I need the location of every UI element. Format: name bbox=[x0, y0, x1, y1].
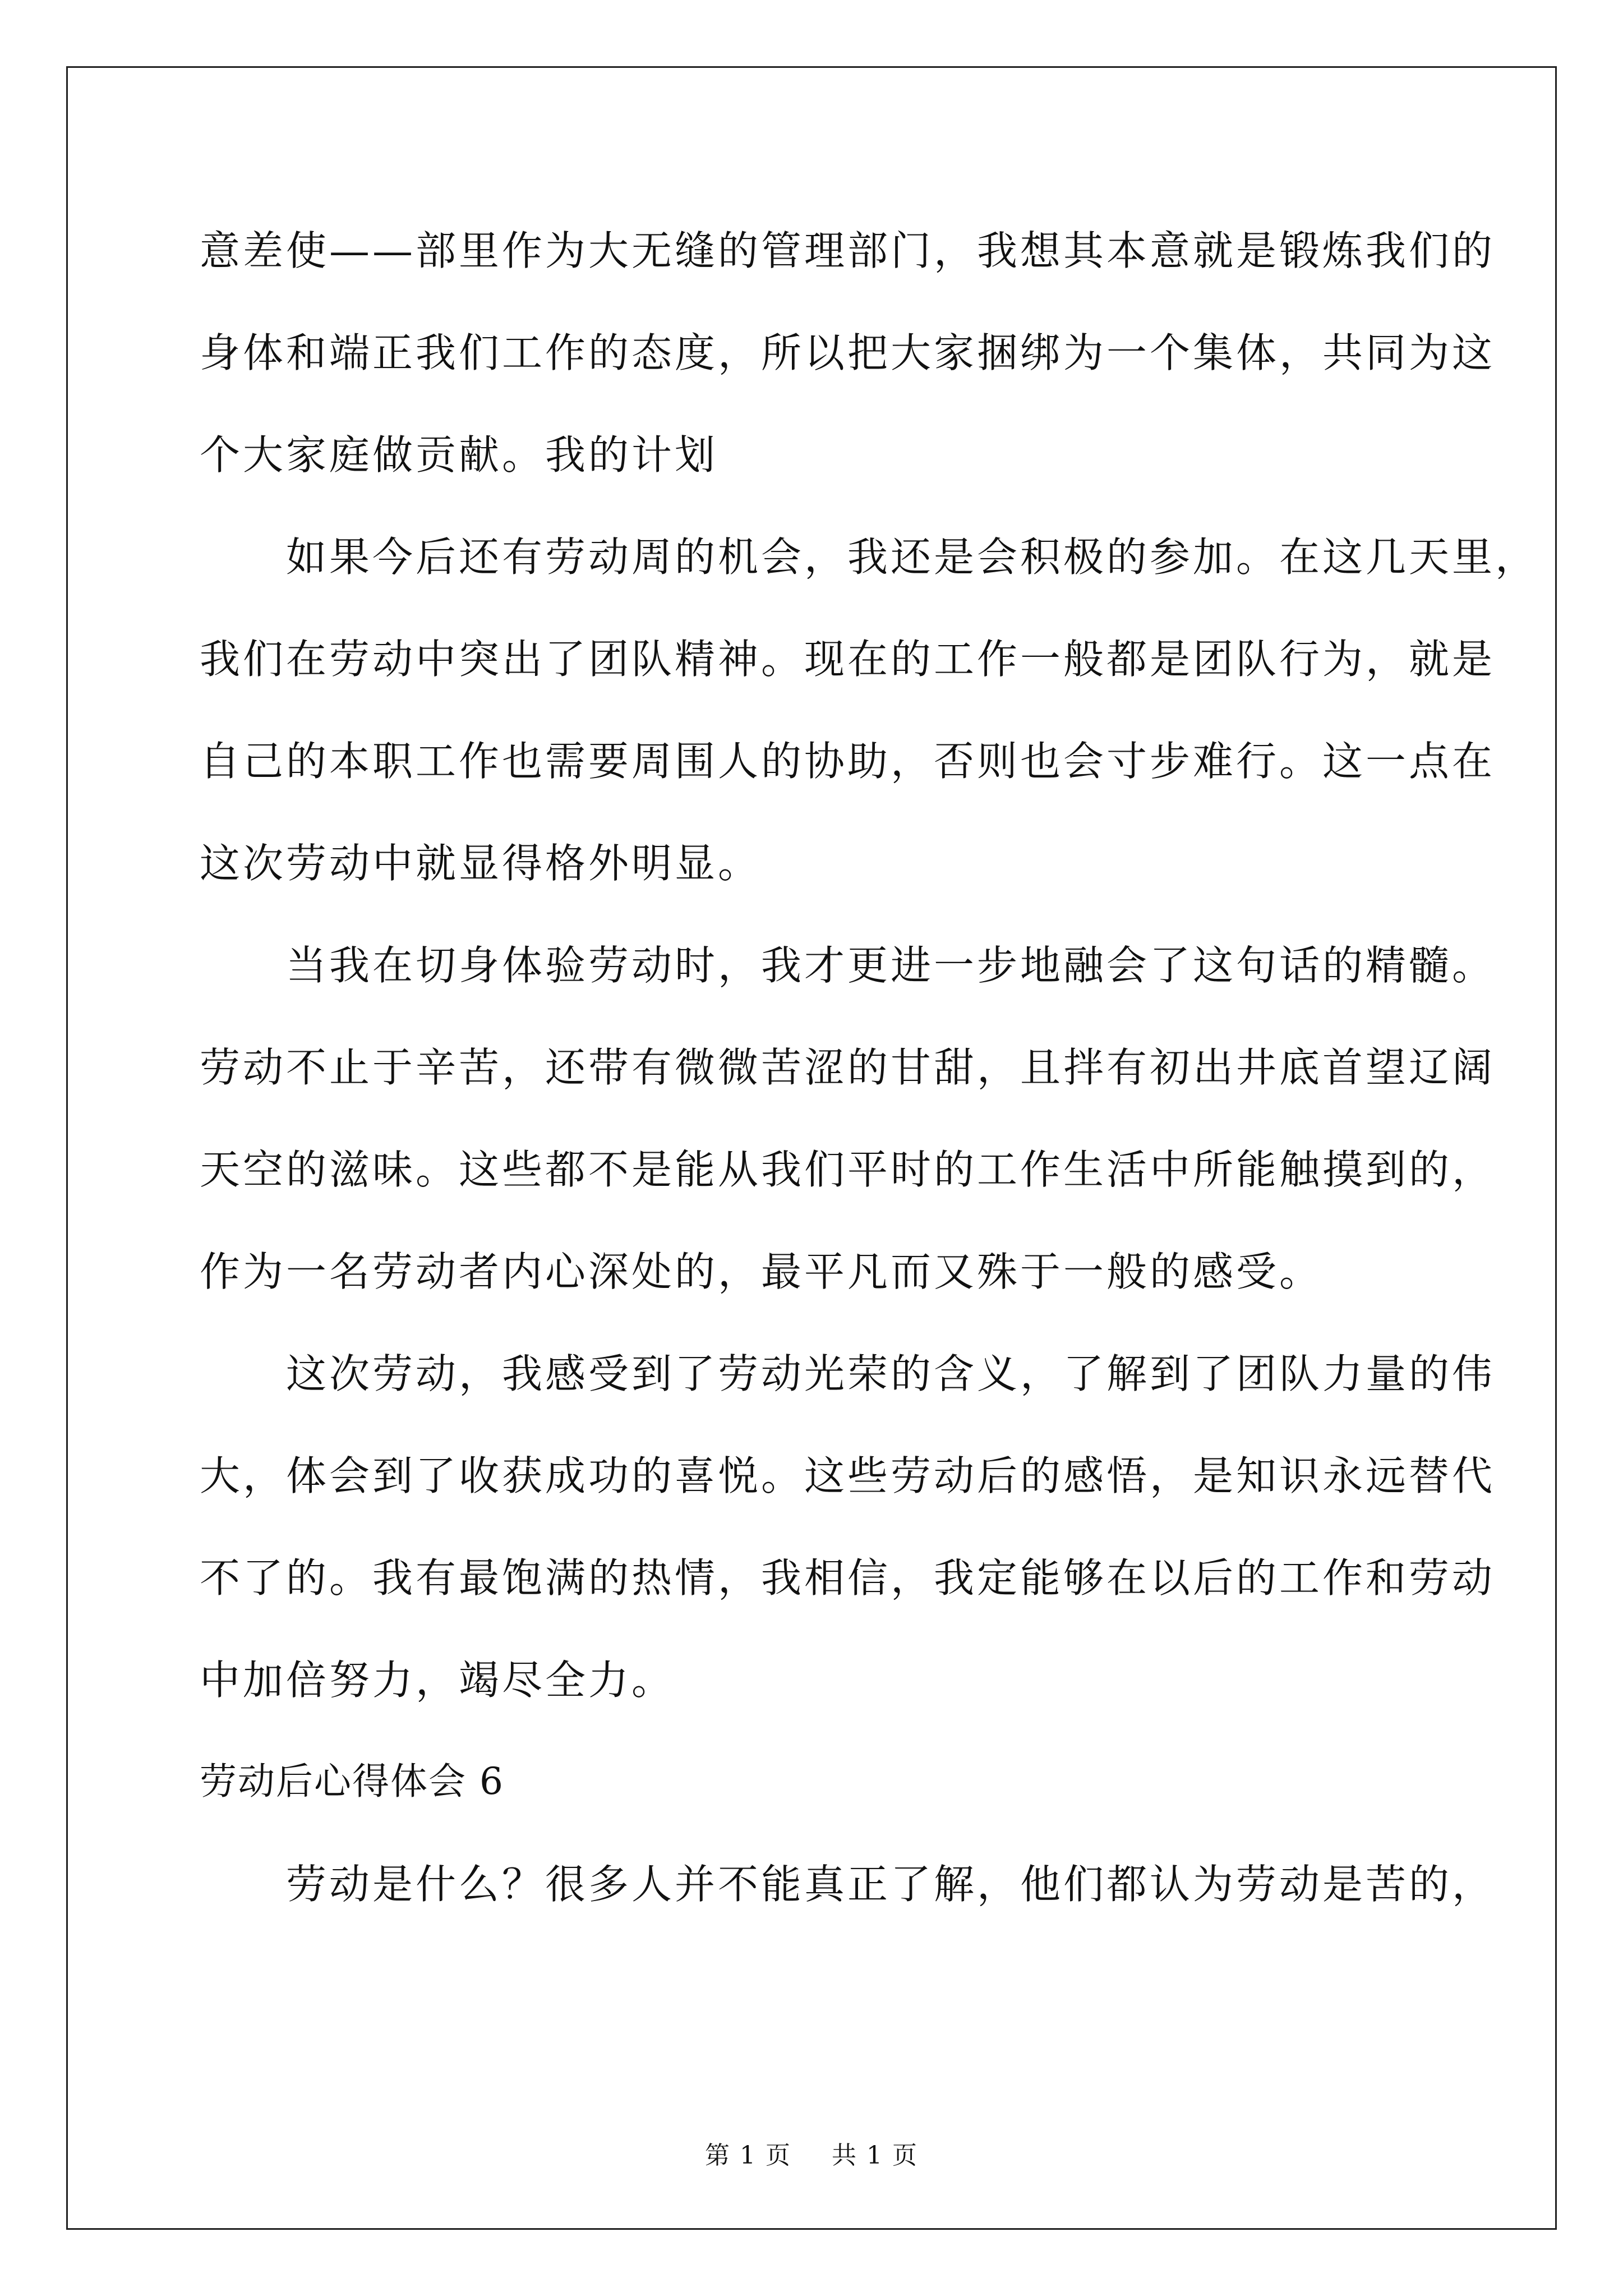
page-footer bbox=[0, 2135, 1623, 2171]
paragraph-line: 劳动是什么？很多人并不能真正了解，他们都认为劳动是苦的， bbox=[200, 1861, 1496, 1908]
page-total: 共 1 页 bbox=[832, 2141, 918, 2170]
paragraph-line: 我们在劳动中突出了团队精神。现在的工作一般都是团队行为，就是 bbox=[200, 636, 1496, 683]
paragraph-line: 不了的。我有最饱满的热情，我相信，我定能够在以后的工作和劳动 bbox=[200, 1554, 1496, 1602]
paragraph-line: 如果今后还有劳动周的机会，我还是会积极的参加。在这几天里， bbox=[200, 533, 1539, 581]
paragraph-line: 意差使——部里作为大无缝的管理部门，我想其本意就是锻炼我们的 bbox=[200, 227, 1496, 274]
paragraph-line: 个大家庭做贡献。我的计划 bbox=[200, 431, 718, 478]
section-heading: 劳动后心得体会 6 bbox=[200, 1760, 504, 1803]
paragraph-line: 自己的本职工作也需要周围人的协助，否则也会寸步难行。这一点在 bbox=[200, 738, 1496, 785]
paragraph-line: 这次劳动中就显得格外明显。 bbox=[200, 840, 762, 887]
paragraph-line: 大，体会到了收获成功的喜悦。这些劳动后的感悟，是知识永远替代 bbox=[200, 1452, 1496, 1499]
page-number: 第 1 页 bbox=[705, 2141, 791, 2170]
paragraph-line: 这次劳动，我感受到了劳动光荣的含义，了解到了团队力量的伟 bbox=[200, 1350, 1496, 1397]
paragraph-line: 天空的滋味。这些都不是能从我们平时的工作生活中所能触摸到的， bbox=[200, 1146, 1496, 1193]
paragraph-line: 中加倍努力，竭尽全力。 bbox=[200, 1657, 675, 1704]
paragraph-line: 当我在切身体验劳动时，我才更进一步地融会了这句话的精髓。 bbox=[200, 942, 1496, 989]
paragraph-line: 劳动不止于辛苦，还带有微微苦涩的甘甜，且拌有初出井底首望辽阔 bbox=[200, 1044, 1496, 1091]
paragraph-line: 身体和端正我们工作的态度，所以把大家捆绑为一个集体，共同为这 bbox=[200, 329, 1496, 376]
paragraph-line: 作为一名劳动者内心深处的，最平凡而又殊于一般的感受。 bbox=[200, 1248, 1323, 1295]
